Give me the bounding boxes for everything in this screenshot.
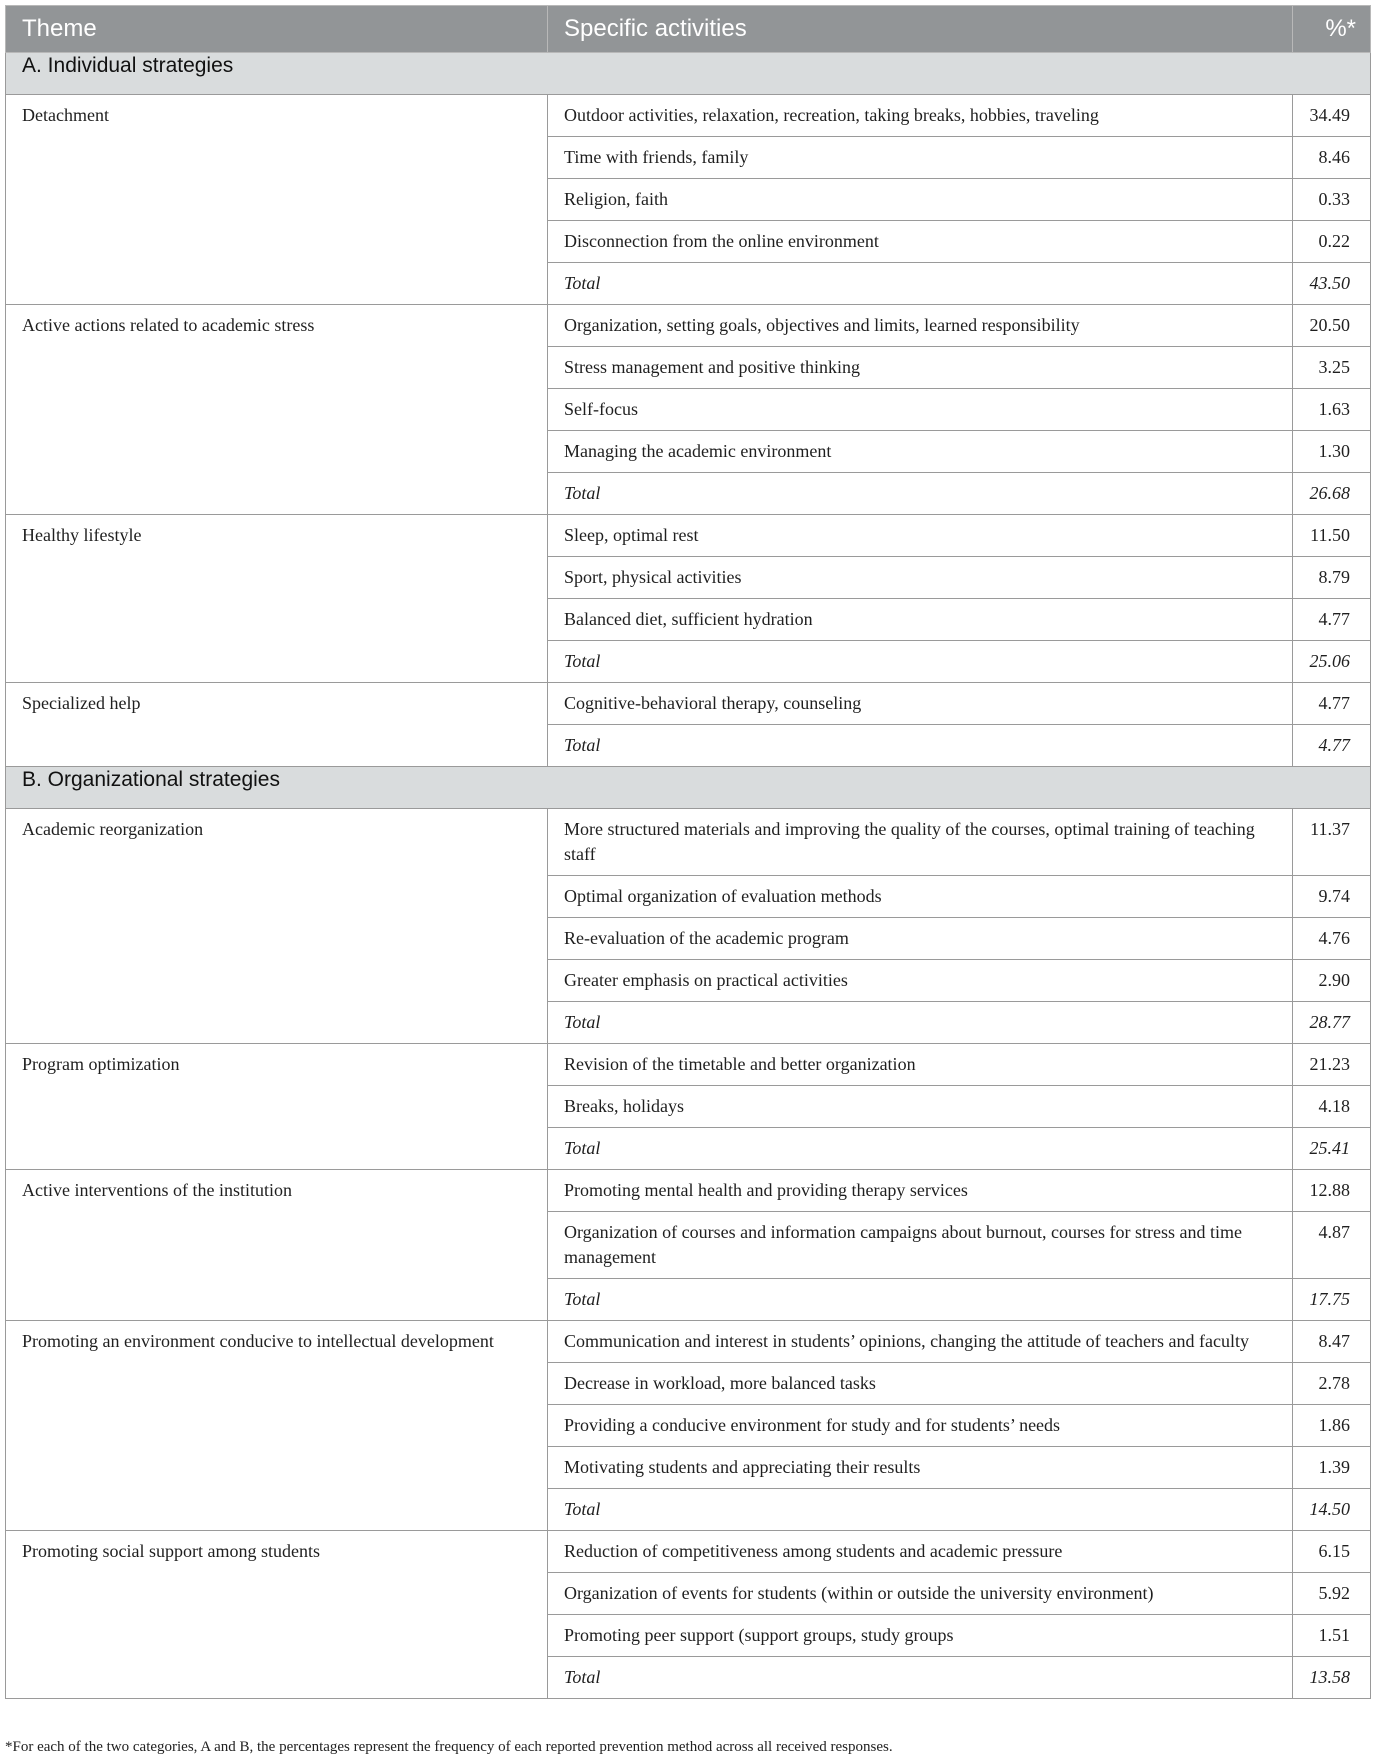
activity-cell: Greater emphasis on practical activities <box>548 960 1293 1002</box>
activity-cell: Communication and interest in students’ opinions, changing the attitude of teachers and faculty <box>548 1321 1293 1363</box>
theme-cell: Promoting an environment conducive to intellectual development <box>6 1321 548 1531</box>
percent-cell: 8.46 <box>1293 137 1371 179</box>
percent-cell: 1.30 <box>1293 431 1371 473</box>
activity-cell: Religion, faith <box>548 179 1293 221</box>
activity-cell: Sleep, optimal rest <box>548 515 1293 557</box>
table-row <box>6 1531 1371 1573</box>
activity-cell: Motivating students and appreciating their results <box>548 1447 1293 1489</box>
percent-cell: 1.63 <box>1293 389 1371 431</box>
activity-cell: Managing the academic environment <box>548 431 1293 473</box>
percent-cell: 4.87 <box>1293 1212 1371 1279</box>
percent-cell: 11.50 <box>1293 515 1371 557</box>
activity-cell: Revision of the timetable and better organization <box>548 1044 1293 1086</box>
table-row <box>6 95 1371 137</box>
table-row <box>6 305 1371 347</box>
activity-cell: Disconnection from the online environment <box>548 221 1293 263</box>
total-percent: 14.50 <box>1293 1489 1371 1531</box>
table-header <box>6 6 1371 53</box>
theme-cell: Active interventions of the institution <box>6 1170 548 1321</box>
table-body <box>6 53 1371 1699</box>
percent-cell: 4.18 <box>1293 1086 1371 1128</box>
total-percent: 4.77 <box>1293 725 1371 767</box>
theme-cell: Specialized help <box>6 683 548 767</box>
percent-cell: 6.15 <box>1293 1531 1371 1573</box>
activity-cell: Cognitive-behavioral therapy, counseling <box>548 683 1293 725</box>
theme-cell: Detachment <box>6 95 548 305</box>
section-row <box>6 767 1371 809</box>
activity-cell: Breaks, holidays <box>548 1086 1293 1128</box>
percent-cell: 4.77 <box>1293 599 1371 641</box>
total-label: Total <box>548 1657 1293 1699</box>
activity-cell: Reduction of competitiveness among students and academic pressure <box>548 1531 1293 1573</box>
theme-cell: Promoting social support among students <box>6 1531 548 1699</box>
activity-cell: Providing a conducive environment for study and for students’ needs <box>548 1405 1293 1447</box>
percent-cell: 21.23 <box>1293 1044 1371 1086</box>
percent-cell: 8.47 <box>1293 1321 1371 1363</box>
percent-cell: 5.92 <box>1293 1573 1371 1615</box>
percent-cell: 4.76 <box>1293 918 1371 960</box>
activity-cell: More structured materials and improving the quality of the courses, optimal training of teaching staff <box>548 809 1293 876</box>
header-percent: %* <box>1293 6 1371 53</box>
percent-cell: 9.74 <box>1293 876 1371 918</box>
activity-cell: Organization of courses and information campaigns about burnout, courses for stress and time management <box>548 1212 1293 1279</box>
percent-cell: 8.79 <box>1293 557 1371 599</box>
percent-cell: 2.90 <box>1293 960 1371 1002</box>
header-activities: Specific activities <box>548 6 1293 53</box>
total-label: Total <box>548 1128 1293 1170</box>
total-label: Total <box>548 641 1293 683</box>
percent-cell: 4.77 <box>1293 683 1371 725</box>
activity-cell: Self-focus <box>548 389 1293 431</box>
activity-cell: Promoting mental health and providing therapy services <box>548 1170 1293 1212</box>
table-row <box>6 683 1371 725</box>
theme-cell: Academic reorganization <box>6 809 548 1044</box>
table-row <box>6 1170 1371 1212</box>
percent-cell: 2.78 <box>1293 1363 1371 1405</box>
activity-cell: Time with friends, family <box>548 137 1293 179</box>
percent-cell: 1.51 <box>1293 1615 1371 1657</box>
activity-cell: Organization of events for students (within or outside the university environment) <box>548 1573 1293 1615</box>
section-row <box>6 53 1371 95</box>
activity-cell: Sport, physical activities <box>548 557 1293 599</box>
prevention-strategies-table <box>5 5 1371 1699</box>
activity-cell: Stress management and positive thinking <box>548 347 1293 389</box>
table-footnote: *For each of the two categories, A and B, the percentages represent the frequency of each reported prevention method across all received responses. <box>5 1739 893 1755</box>
theme-cell: Program optimization <box>6 1044 548 1170</box>
activity-cell: Optimal organization of evaluation methods <box>548 876 1293 918</box>
total-label: Total <box>548 725 1293 767</box>
total-label: Total <box>548 1279 1293 1321</box>
percent-cell: 0.22 <box>1293 221 1371 263</box>
total-percent: 26.68 <box>1293 473 1371 515</box>
percent-cell: 20.50 <box>1293 305 1371 347</box>
activity-cell: Promoting peer support (support groups, study groups <box>548 1615 1293 1657</box>
total-percent: 28.77 <box>1293 1002 1371 1044</box>
activity-cell: Decrease in workload, more balanced tasks <box>548 1363 1293 1405</box>
theme-cell: Active actions related to academic stress <box>6 305 548 515</box>
percent-cell: 11.37 <box>1293 809 1371 876</box>
activity-cell: Organization, setting goals, objectives and limits, learned responsibility <box>548 305 1293 347</box>
table-row <box>6 1321 1371 1363</box>
header-row <box>6 6 1371 53</box>
total-percent: 25.41 <box>1293 1128 1371 1170</box>
activity-cell: Outdoor activities, relaxation, recreation, taking breaks, hobbies, traveling <box>548 95 1293 137</box>
total-percent: 43.50 <box>1293 263 1371 305</box>
activity-cell: Balanced diet, sufficient hydration <box>548 599 1293 641</box>
total-label: Total <box>548 473 1293 515</box>
total-percent: 13.58 <box>1293 1657 1371 1699</box>
percent-cell: 3.25 <box>1293 347 1371 389</box>
section-label: A. Individual strategies <box>6 53 1371 95</box>
section-label: B. Organizational strategies <box>6 767 1371 809</box>
activity-cell: Re-evaluation of the academic program <box>548 918 1293 960</box>
percent-cell: 12.88 <box>1293 1170 1371 1212</box>
total-label: Total <box>548 1002 1293 1044</box>
table-row <box>6 515 1371 557</box>
total-percent: 17.75 <box>1293 1279 1371 1321</box>
percent-cell: 1.86 <box>1293 1405 1371 1447</box>
header-theme: Theme <box>6 6 548 53</box>
percent-cell: 1.39 <box>1293 1447 1371 1489</box>
table-row <box>6 1044 1371 1086</box>
theme-cell: Healthy lifestyle <box>6 515 548 683</box>
total-label: Total <box>548 1489 1293 1531</box>
table-row <box>6 809 1371 876</box>
percent-cell: 0.33 <box>1293 179 1371 221</box>
total-percent: 25.06 <box>1293 641 1371 683</box>
data-table-container <box>5 5 1370 1699</box>
percent-cell: 34.49 <box>1293 95 1371 137</box>
total-label: Total <box>548 263 1293 305</box>
